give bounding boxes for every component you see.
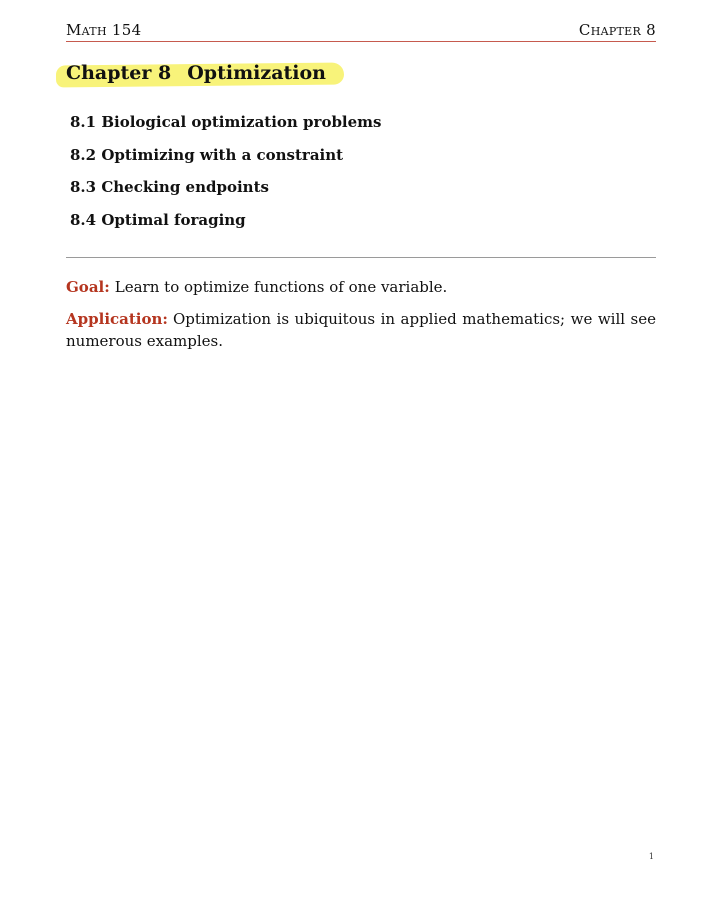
page-number: 1 <box>648 852 654 861</box>
running-header <box>66 20 656 42</box>
section-item: 8.3 Checking endpoints <box>70 178 269 196</box>
chapter-label: Chapter 8 <box>578 21 656 39</box>
goal-text: Learn to optimize functions of one variable. <box>114 278 448 296</box>
application-paragraph <box>66 308 656 352</box>
header-rule <box>66 41 656 42</box>
course-label: Math 154 <box>66 21 142 39</box>
section-item: 8.4 Optimal foraging <box>70 210 246 229</box>
section-list <box>70 112 382 242</box>
application-lead: Application: <box>66 310 168 328</box>
goal-paragraph <box>66 276 656 298</box>
chapter-number: Chapter 8 <box>66 62 172 84</box>
chapter-name: Optimization <box>187 62 326 84</box>
chapter-title <box>66 62 326 84</box>
section-divider <box>66 257 656 258</box>
application-text: Optimization is ubiquitous in applied mathematics; we will see numerous examples. <box>66 310 656 350</box>
section-item: 8.2 Optimizing with a constraint <box>70 145 344 164</box>
section-item: 8.1 Biological optimization problems <box>70 113 382 131</box>
goal-lead: Goal: <box>66 278 110 296</box>
